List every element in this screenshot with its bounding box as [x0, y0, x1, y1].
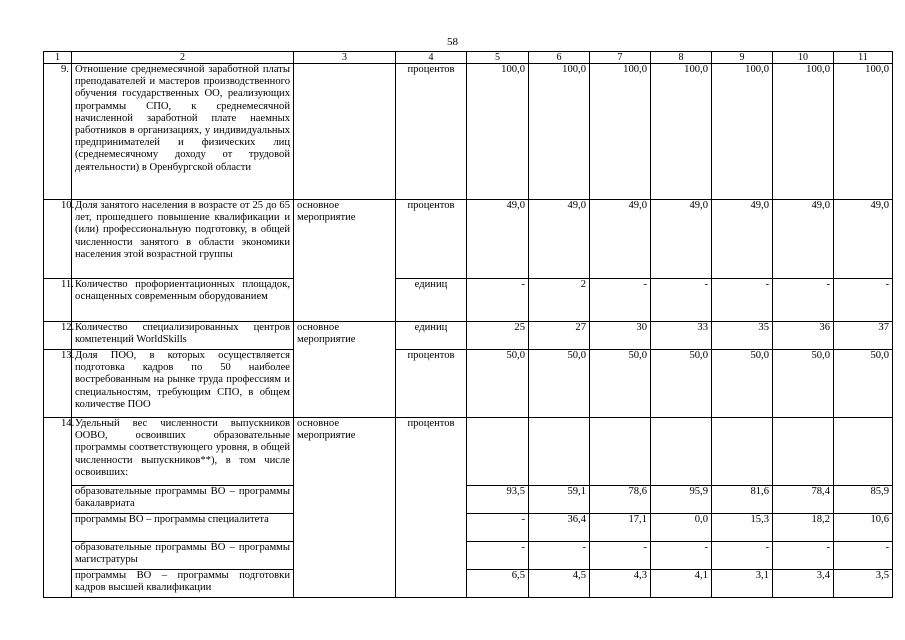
- value-cell: 17,1: [590, 514, 651, 542]
- value-cell: -: [834, 542, 893, 570]
- col-header: 4: [396, 52, 467, 64]
- value-cell: 49,0: [651, 200, 712, 279]
- table-row: [44, 64, 893, 200]
- col-header: 6: [529, 52, 590, 64]
- value-cell: 78,4: [773, 486, 834, 514]
- value-cell: 100,0: [590, 64, 651, 200]
- row-number: 13.: [44, 350, 72, 418]
- row-number: 10.: [44, 200, 72, 279]
- value-cell: -: [590, 279, 651, 322]
- unit-cell: процентов: [396, 418, 467, 598]
- indicator-name: Доля ПОО, в которых осуществляется подготовка кадров по 50 наиболее востребованным на рынке труда профессиям и специальностям, требующим СПО, в общем количестве ПОО: [72, 350, 294, 418]
- value-cell: -: [651, 279, 712, 322]
- unit-cell: процентов: [396, 350, 467, 418]
- value-cell: 50,0: [467, 350, 529, 418]
- value-cell: 100,0: [529, 64, 590, 200]
- value-cell: [712, 418, 773, 486]
- value-cell: 49,0: [773, 200, 834, 279]
- value-cell: 49,0: [590, 200, 651, 279]
- value-cell: [651, 418, 712, 486]
- value-cell: 100,0: [834, 64, 893, 200]
- value-cell: 50,0: [773, 350, 834, 418]
- col-header: 8: [651, 52, 712, 64]
- value-cell: [529, 418, 590, 486]
- indicator-name: Отношение среднемесячной заработной платы преподавателей и мастеров производственного обучения государственных ОО, реализующих программы СПО, к среднемесячной начисленной заработной плате наемных работников в организациях, у индивидуальных предпринимателей и физических лиц (среднемесячному доходу от трудовой деятельности) в Оренбургской области: [72, 64, 294, 200]
- value-cell: 37: [834, 322, 893, 350]
- source-cell: [294, 64, 396, 200]
- table-row: [44, 486, 893, 514]
- value-cell: 81,6: [712, 486, 773, 514]
- value-cell: 50,0: [651, 350, 712, 418]
- value-cell: 50,0: [834, 350, 893, 418]
- value-cell: 0,0: [651, 514, 712, 542]
- col-header: 11: [834, 52, 893, 64]
- indicator-name: программы ВО – программы специалитета: [72, 514, 294, 542]
- unit-cell: единиц: [396, 279, 467, 322]
- indicator-name: Доля занятого населения в возрасте от 25 до 65 лет, прошедшего повышение квалификации и (или) профессиональную подготовку, в общей численности занятого в области экономики населения этой возрастной группы: [72, 200, 294, 279]
- table-row: [44, 570, 893, 598]
- table-row: [44, 279, 893, 322]
- value-cell: -: [467, 542, 529, 570]
- col-header: 5: [467, 52, 529, 64]
- value-cell: 36: [773, 322, 834, 350]
- table-row: [44, 350, 893, 418]
- value-cell: -: [712, 542, 773, 570]
- indicator-name: Количество профориентационных площадок, оснащенных современным оборудованием: [72, 279, 294, 322]
- value-cell: -: [467, 279, 529, 322]
- value-cell: [467, 418, 529, 486]
- value-cell: 50,0: [590, 350, 651, 418]
- value-cell: 4,3: [590, 570, 651, 598]
- value-cell: 3,5: [834, 570, 893, 598]
- row-number: 12.: [44, 322, 72, 350]
- value-cell: 6,5: [467, 570, 529, 598]
- unit-cell: единиц: [396, 322, 467, 350]
- value-cell: 2: [529, 279, 590, 322]
- value-cell: 27: [529, 322, 590, 350]
- value-cell: 30: [590, 322, 651, 350]
- value-cell: 100,0: [467, 64, 529, 200]
- col-header: 1: [44, 52, 72, 64]
- value-cell: -: [773, 279, 834, 322]
- indicators-table: [43, 51, 893, 598]
- value-cell: -: [590, 542, 651, 570]
- header-row: [44, 52, 893, 64]
- value-cell: -: [834, 279, 893, 322]
- value-cell: 59,1: [529, 486, 590, 514]
- value-cell: 49,0: [712, 200, 773, 279]
- value-cell: -: [773, 542, 834, 570]
- value-cell: 50,0: [529, 350, 590, 418]
- value-cell: [773, 418, 834, 486]
- unit-cell: процентов: [396, 64, 467, 200]
- value-cell: 4,1: [651, 570, 712, 598]
- value-cell: 18,2: [773, 514, 834, 542]
- col-header: 10: [773, 52, 834, 64]
- indicator-name: программы ВО – программы подготовки кадров высшей квалификации: [72, 570, 294, 598]
- value-cell: 33: [651, 322, 712, 350]
- source-cell: основное мероприятие: [294, 418, 396, 598]
- col-header: 2: [72, 52, 294, 64]
- value-cell: -: [712, 279, 773, 322]
- value-cell: 25: [467, 322, 529, 350]
- value-cell: 50,0: [712, 350, 773, 418]
- value-cell: 49,0: [834, 200, 893, 279]
- col-header: 9: [712, 52, 773, 64]
- value-cell: 49,0: [467, 200, 529, 279]
- value-cell: 78,6: [590, 486, 651, 514]
- table-row: [44, 200, 893, 279]
- table-row: [44, 514, 893, 542]
- source-cell: основное мероприятие: [294, 322, 396, 418]
- value-cell: 85,9: [834, 486, 893, 514]
- value-cell: 93,5: [467, 486, 529, 514]
- page-number: 58: [447, 36, 458, 48]
- value-cell: 10,6: [834, 514, 893, 542]
- indicator-name: Удельный вес численности выпускников ООВО, освоивших образовательные программы соответствующего уровня, в общей численности выпускников**), в том числе освоивших:: [72, 418, 294, 486]
- value-cell: 15,3: [712, 514, 773, 542]
- value-cell: 3,1: [712, 570, 773, 598]
- indicator-name: образовательные программы ВО – программы магистратуры: [72, 542, 294, 570]
- value-cell: [834, 418, 893, 486]
- value-cell: 3,4: [773, 570, 834, 598]
- col-header: 3: [294, 52, 396, 64]
- value-cell: 95,9: [651, 486, 712, 514]
- col-header: 7: [590, 52, 651, 64]
- value-cell: -: [467, 514, 529, 542]
- value-cell: 100,0: [773, 64, 834, 200]
- table-row: [44, 322, 893, 350]
- source-cell: основное мероприятие: [294, 200, 396, 322]
- table-row: [44, 418, 893, 486]
- value-cell: 35: [712, 322, 773, 350]
- indicator-name: Количество специализированных центров компетенций WorldSkills: [72, 322, 294, 350]
- table-row: [44, 542, 893, 570]
- row-number: 14.: [44, 418, 72, 598]
- row-number: 9.: [44, 64, 72, 200]
- value-cell: 49,0: [529, 200, 590, 279]
- value-cell: [590, 418, 651, 486]
- value-cell: 100,0: [712, 64, 773, 200]
- value-cell: 4,5: [529, 570, 590, 598]
- value-cell: 36,4: [529, 514, 590, 542]
- value-cell: 100,0: [651, 64, 712, 200]
- value-cell: -: [651, 542, 712, 570]
- unit-cell: процентов: [396, 200, 467, 279]
- indicator-name: образовательные программы ВО – программы бакалавриата: [72, 486, 294, 514]
- value-cell: -: [529, 542, 590, 570]
- row-number: 11.: [44, 279, 72, 322]
